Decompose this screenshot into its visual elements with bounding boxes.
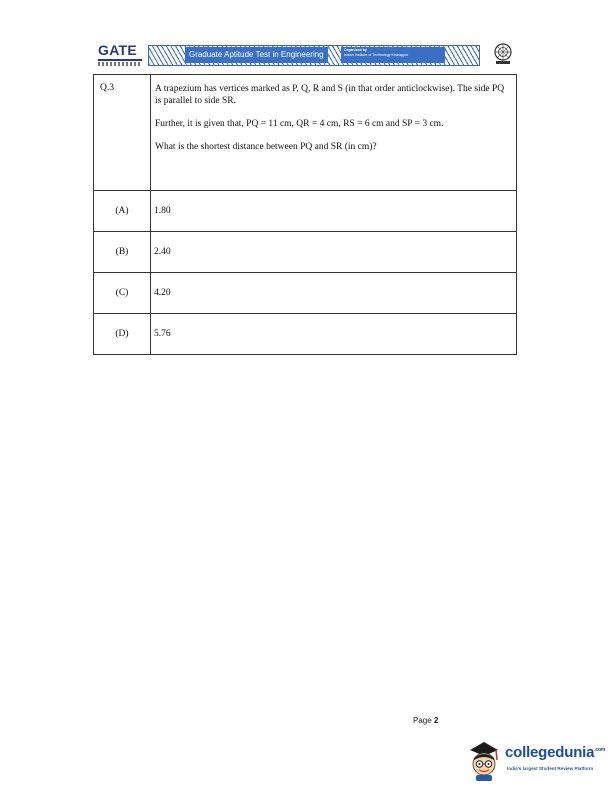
iit-emblem-icon: [492, 42, 514, 66]
brand-name: [505, 744, 605, 761]
option-label: (A): [94, 191, 151, 232]
brand-tagline: India's largest Student Review Platform: [507, 766, 594, 771]
option-row-a: [94, 191, 517, 232]
organizer-name: Indian Institute of Technology Kharagpur: [344, 53, 409, 57]
option-row-b: [94, 232, 517, 273]
option-value: 1.80: [151, 191, 517, 232]
option-label: (B): [94, 232, 151, 273]
option-label: (D): [94, 314, 151, 355]
question-text: [151, 75, 517, 191]
collegedunia-mascot-icon: [466, 738, 502, 782]
option-row-c: [94, 273, 517, 314]
option-row-d: [94, 314, 517, 355]
gate-logo-text: GATE: [98, 42, 138, 58]
option-label: (C): [94, 273, 151, 314]
header-banner: [148, 45, 480, 66]
page-number-value: 2: [433, 716, 439, 725]
option-value: 4.20: [151, 273, 517, 314]
organizer-label: Organized by: [344, 48, 367, 52]
question-table: [93, 74, 517, 355]
question-paragraph: A trapezium has vertices marked as P, Q, R and S (in that order anticlockwise). The side PQ is parallel to side SR.: [155, 84, 505, 106]
gate-logo-subtext: [98, 62, 142, 66]
brand-suffix: .com: [594, 747, 606, 753]
question-paragraph: What is the shortest distance between PQ and SR (in cm)?: [155, 142, 377, 152]
exam-header: [96, 42, 516, 68]
question-number: Q.3: [94, 75, 151, 191]
option-value: 2.40: [151, 232, 517, 273]
question-paragraph: Further, it is given that, PQ = 11 cm, QR = 4 cm, RS = 6 cm and SP = 3 cm.: [155, 119, 444, 129]
gate-logo: [96, 42, 146, 68]
page-label: Page: [413, 716, 432, 725]
brand-name-text: collegedunia: [505, 744, 595, 761]
banner-title: Graduate Aptitude Test in Engineering: [185, 47, 328, 63]
page-number: [413, 716, 438, 725]
banner-organizer: [341, 47, 445, 63]
option-value: 5.76: [151, 314, 517, 355]
gate-logo-bar: [98, 59, 142, 61]
question-row: [94, 75, 517, 191]
